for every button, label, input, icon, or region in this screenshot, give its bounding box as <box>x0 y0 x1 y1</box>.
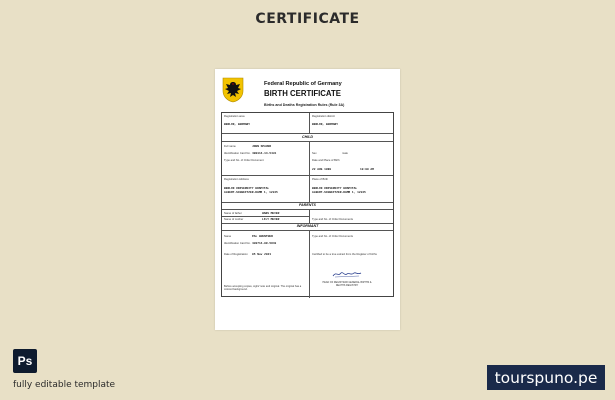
registration-address-line1: BERLIN UNIVERSITY HOSPITAL <box>224 187 270 190</box>
father-label: Name of father <box>224 212 242 215</box>
document-country: Federal Republic of Germany <box>264 81 342 87</box>
signature-icon <box>332 270 362 278</box>
sex-value: male <box>342 152 348 155</box>
date-place-label: Date and Place of Birth <box>312 159 340 162</box>
informant-id-value: 430714-08-5843 <box>252 242 277 245</box>
informant-documents-label: Type and No. of Order Documents <box>312 235 353 238</box>
coat-of-arms-icon <box>222 77 244 103</box>
place-of-birth-line2: ALBERT-SCHWEITZER-DAMM 1, 12345 <box>312 191 366 194</box>
father-value: HANS MEIER <box>262 212 280 215</box>
mother-label: Name of mother <box>224 218 244 221</box>
certified-label: Certified to be a true extract from the Register of births <box>312 253 377 256</box>
registration-address-label: Registration Address <box>224 178 249 181</box>
birth-time-value: 10:00 AM <box>360 168 374 171</box>
registration-district-label: Registration district <box>312 115 335 118</box>
sex-label: Sex <box>312 152 317 155</box>
place-of-birth-label: Place of Birth <box>312 178 328 181</box>
registration-area-label: Registration area <box>224 115 245 118</box>
identification-value: 490314-14-5431 <box>252 152 277 155</box>
full-name-label: Full name <box>224 145 236 148</box>
child-section-title: CHILD <box>302 135 313 139</box>
parents-section-title: PARENTS <box>299 203 316 207</box>
order-document-label: Type and No. of Order Document <box>224 159 264 162</box>
birth-date-value: 22 AUG 1980 <box>312 168 332 171</box>
informant-name-label: Name <box>224 235 232 238</box>
place-of-birth-line1: BERLIN UNIVERSITY HOSPITAL <box>312 187 358 190</box>
page-title: CERTIFICATE <box>255 11 360 27</box>
photoshop-icon: Ps <box>13 349 37 373</box>
full-name-value: JOHN SPAUER <box>252 145 272 148</box>
informant-id-label: Identification Card No. <box>224 242 251 245</box>
brand-logo[interactable]: tourspuno.pe <box>487 365 605 390</box>
editable-template-text: fully editable template <box>13 380 116 390</box>
document-subtitle: Births and Deaths Registration Rules (Rule 3A) <box>264 103 345 107</box>
certificate-form <box>221 112 394 297</box>
document-title: BIRTH CERTIFICATE <box>264 89 341 98</box>
parents-documents-label: Type and No. of Order Documents <box>312 218 353 221</box>
identification-label: Identification Card No. <box>224 152 251 155</box>
informant-name-value: PAL GUENTHER <box>252 235 273 238</box>
registration-district-value: BERLIN, GERMANY <box>312 123 339 126</box>
registration-date-value: 05 Nov 2021 <box>252 253 272 256</box>
registration-area-value: BERLIN, GERMANY <box>224 123 251 126</box>
signatory-label: HEAD OF REGISTRAR GENERAL BIRTHS & DEATHS REGISTRY <box>322 281 372 287</box>
certificate-document <box>215 69 400 330</box>
registration-date-label: Date of Registration <box>224 253 248 256</box>
registration-address-line2: ALBERT-SCHWEITZER-DAMM 1, 12345 <box>224 191 278 194</box>
mother-value: LILY MEIER <box>262 218 280 221</box>
informant-section-title: INFORMANT <box>296 224 319 228</box>
footer-note: Before accepting copies, sight/ note and original. The original has a colored background. <box>224 285 302 292</box>
